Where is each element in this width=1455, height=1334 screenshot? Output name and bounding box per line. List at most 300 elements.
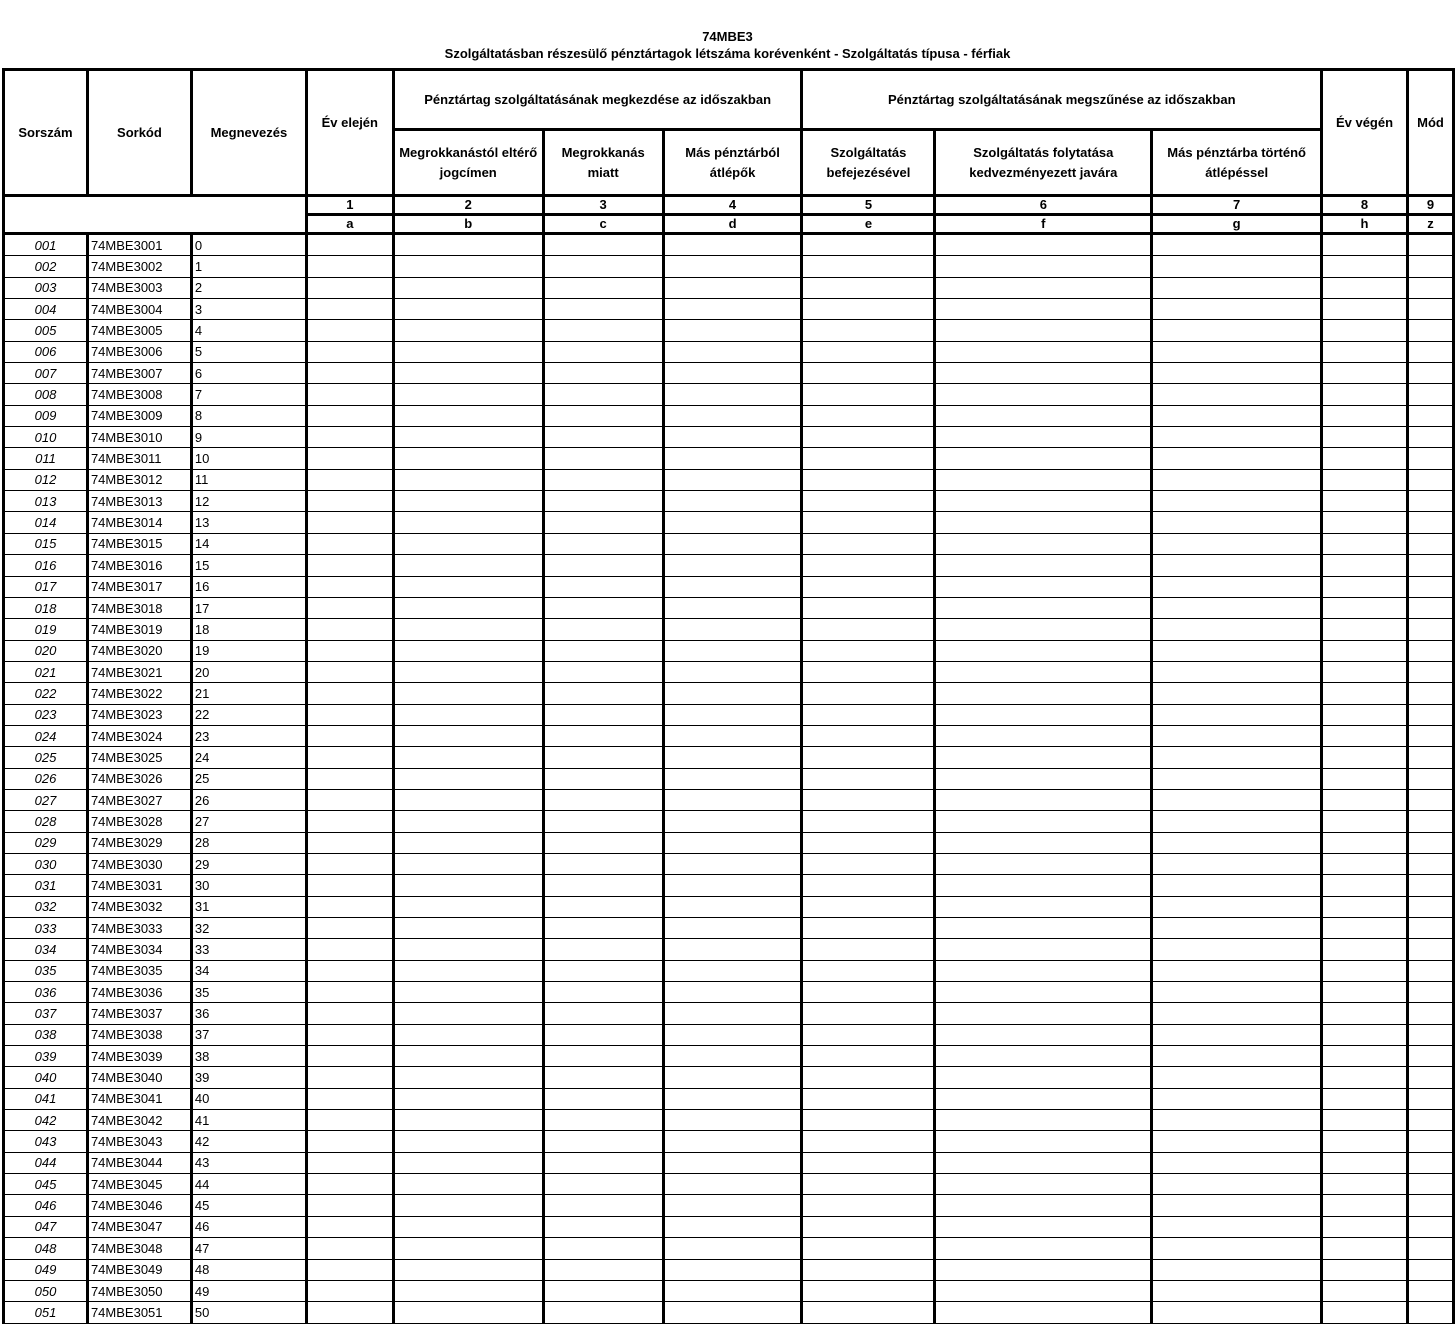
data-cell-b[interactable] [393, 832, 543, 853]
data-cell-f[interactable] [935, 1110, 1152, 1131]
data-cell-f[interactable] [935, 704, 1152, 725]
data-cell-z[interactable] [1407, 939, 1453, 960]
data-cell-b[interactable] [393, 768, 543, 789]
data-cell-f[interactable] [935, 234, 1152, 256]
data-cell-b[interactable] [393, 918, 543, 939]
data-cell-e[interactable] [802, 277, 935, 298]
data-cell-z[interactable] [1407, 341, 1453, 362]
data-cell-c[interactable] [543, 1238, 663, 1259]
data-cell-z[interactable] [1407, 960, 1453, 981]
data-cell-f[interactable] [935, 341, 1152, 362]
data-cell-h[interactable] [1322, 1280, 1408, 1301]
data-cell-d[interactable] [663, 576, 802, 597]
data-cell-b[interactable] [393, 875, 543, 896]
data-cell-c[interactable] [543, 405, 663, 426]
data-cell-h[interactable] [1322, 234, 1408, 256]
data-cell-f[interactable] [935, 853, 1152, 874]
data-cell-e[interactable] [802, 918, 935, 939]
data-cell-b[interactable] [393, 1195, 543, 1216]
data-cell-e[interactable] [802, 1088, 935, 1109]
data-cell-h[interactable] [1322, 875, 1408, 896]
data-cell-d[interactable] [663, 512, 802, 533]
data-cell-z[interactable] [1407, 491, 1453, 512]
data-cell-a[interactable] [306, 1110, 393, 1131]
data-cell-f[interactable] [935, 363, 1152, 384]
data-cell-z[interactable] [1407, 597, 1453, 618]
data-cell-d[interactable] [663, 320, 802, 341]
data-cell-a[interactable] [306, 405, 393, 426]
data-cell-b[interactable] [393, 619, 543, 640]
data-cell-b[interactable] [393, 1046, 543, 1067]
data-cell-h[interactable] [1322, 405, 1408, 426]
data-cell-d[interactable] [663, 832, 802, 853]
data-cell-c[interactable] [543, 661, 663, 682]
data-cell-b[interactable] [393, 960, 543, 981]
data-cell-c[interactable] [543, 512, 663, 533]
data-cell-f[interactable] [935, 640, 1152, 661]
data-cell-a[interactable] [306, 234, 393, 256]
data-cell-d[interactable] [663, 1110, 802, 1131]
data-cell-a[interactable] [306, 427, 393, 448]
data-cell-g[interactable] [1152, 853, 1322, 874]
data-cell-h[interactable] [1322, 1174, 1408, 1195]
data-cell-g[interactable] [1152, 363, 1322, 384]
data-cell-h[interactable] [1322, 982, 1408, 1003]
data-cell-f[interactable] [935, 405, 1152, 426]
data-cell-e[interactable] [802, 555, 935, 576]
data-cell-a[interactable] [306, 619, 393, 640]
data-cell-a[interactable] [306, 683, 393, 704]
data-cell-b[interactable] [393, 1110, 543, 1131]
data-cell-f[interactable] [935, 896, 1152, 917]
data-cell-g[interactable] [1152, 1280, 1322, 1301]
data-cell-c[interactable] [543, 1152, 663, 1173]
data-cell-e[interactable] [802, 427, 935, 448]
data-cell-b[interactable] [393, 427, 543, 448]
data-cell-e[interactable] [802, 320, 935, 341]
data-cell-g[interactable] [1152, 1003, 1322, 1024]
data-cell-z[interactable] [1407, 1110, 1453, 1131]
data-cell-b[interactable] [393, 1259, 543, 1280]
data-cell-e[interactable] [802, 448, 935, 469]
data-cell-d[interactable] [663, 1216, 802, 1237]
data-cell-e[interactable] [802, 683, 935, 704]
data-cell-h[interactable] [1322, 1046, 1408, 1067]
data-cell-b[interactable] [393, 405, 543, 426]
data-cell-e[interactable] [802, 299, 935, 320]
data-cell-e[interactable] [802, 1067, 935, 1088]
data-cell-z[interactable] [1407, 704, 1453, 725]
data-cell-a[interactable] [306, 1216, 393, 1237]
data-cell-b[interactable] [393, 555, 543, 576]
data-cell-e[interactable] [802, 405, 935, 426]
data-cell-h[interactable] [1322, 1152, 1408, 1173]
data-cell-d[interactable] [663, 1131, 802, 1152]
data-cell-e[interactable] [802, 811, 935, 832]
data-cell-h[interactable] [1322, 256, 1408, 277]
data-cell-a[interactable] [306, 1238, 393, 1259]
data-cell-b[interactable] [393, 277, 543, 298]
data-cell-e[interactable] [802, 597, 935, 618]
data-cell-c[interactable] [543, 533, 663, 554]
data-cell-a[interactable] [306, 704, 393, 725]
data-cell-c[interactable] [543, 320, 663, 341]
data-cell-f[interactable] [935, 1003, 1152, 1024]
data-cell-c[interactable] [543, 853, 663, 874]
data-cell-a[interactable] [306, 982, 393, 1003]
data-cell-e[interactable] [802, 1110, 935, 1131]
data-cell-d[interactable] [663, 1046, 802, 1067]
data-cell-a[interactable] [306, 512, 393, 533]
data-cell-z[interactable] [1407, 512, 1453, 533]
data-cell-e[interactable] [802, 853, 935, 874]
data-cell-b[interactable] [393, 1003, 543, 1024]
data-cell-g[interactable] [1152, 619, 1322, 640]
data-cell-d[interactable] [663, 1195, 802, 1216]
data-cell-b[interactable] [393, 661, 543, 682]
data-cell-c[interactable] [543, 982, 663, 1003]
data-cell-f[interactable] [935, 1216, 1152, 1237]
data-cell-c[interactable] [543, 1216, 663, 1237]
data-cell-b[interactable] [393, 1088, 543, 1109]
data-cell-g[interactable] [1152, 1024, 1322, 1045]
data-cell-d[interactable] [663, 384, 802, 405]
data-cell-a[interactable] [306, 555, 393, 576]
data-cell-h[interactable] [1322, 853, 1408, 874]
data-cell-z[interactable] [1407, 1003, 1453, 1024]
data-cell-e[interactable] [802, 1024, 935, 1045]
data-cell-d[interactable] [663, 704, 802, 725]
data-cell-b[interactable] [393, 853, 543, 874]
data-cell-d[interactable] [663, 234, 802, 256]
data-cell-c[interactable] [543, 1046, 663, 1067]
data-cell-g[interactable] [1152, 811, 1322, 832]
data-cell-g[interactable] [1152, 533, 1322, 554]
data-cell-d[interactable] [663, 277, 802, 298]
data-cell-z[interactable] [1407, 320, 1453, 341]
data-cell-g[interactable] [1152, 341, 1322, 362]
data-cell-d[interactable] [663, 789, 802, 810]
data-cell-b[interactable] [393, 320, 543, 341]
data-cell-e[interactable] [802, 1238, 935, 1259]
data-cell-c[interactable] [543, 1024, 663, 1045]
data-cell-d[interactable] [663, 661, 802, 682]
data-cell-e[interactable] [802, 1302, 935, 1323]
data-cell-d[interactable] [663, 299, 802, 320]
data-cell-a[interactable] [306, 640, 393, 661]
data-cell-z[interactable] [1407, 1152, 1453, 1173]
data-cell-e[interactable] [802, 256, 935, 277]
data-cell-a[interactable] [306, 960, 393, 981]
data-cell-z[interactable] [1407, 363, 1453, 384]
data-cell-e[interactable] [802, 1216, 935, 1237]
data-cell-e[interactable] [802, 768, 935, 789]
data-cell-h[interactable] [1322, 896, 1408, 917]
data-cell-g[interactable] [1152, 1238, 1322, 1259]
data-cell-f[interactable] [935, 1174, 1152, 1195]
data-cell-d[interactable] [663, 875, 802, 896]
data-cell-d[interactable] [663, 1152, 802, 1173]
data-cell-z[interactable] [1407, 448, 1453, 469]
data-cell-f[interactable] [935, 768, 1152, 789]
data-cell-b[interactable] [393, 1067, 543, 1088]
data-cell-a[interactable] [306, 341, 393, 362]
data-cell-d[interactable] [663, 640, 802, 661]
data-cell-d[interactable] [663, 725, 802, 746]
data-cell-g[interactable] [1152, 1110, 1322, 1131]
data-cell-c[interactable] [543, 747, 663, 768]
data-cell-h[interactable] [1322, 1067, 1408, 1088]
data-cell-h[interactable] [1322, 1195, 1408, 1216]
data-cell-g[interactable] [1152, 1088, 1322, 1109]
data-cell-h[interactable] [1322, 1302, 1408, 1323]
data-cell-z[interactable] [1407, 896, 1453, 917]
data-cell-e[interactable] [802, 982, 935, 1003]
data-cell-a[interactable] [306, 1152, 393, 1173]
data-cell-h[interactable] [1322, 1131, 1408, 1152]
data-cell-h[interactable] [1322, 320, 1408, 341]
data-cell-g[interactable] [1152, 640, 1322, 661]
data-cell-e[interactable] [802, 747, 935, 768]
data-cell-b[interactable] [393, 1280, 543, 1301]
data-cell-h[interactable] [1322, 747, 1408, 768]
data-cell-a[interactable] [306, 875, 393, 896]
data-cell-z[interactable] [1407, 1088, 1453, 1109]
data-cell-g[interactable] [1152, 576, 1322, 597]
data-cell-a[interactable] [306, 811, 393, 832]
data-cell-h[interactable] [1322, 491, 1408, 512]
data-cell-z[interactable] [1407, 811, 1453, 832]
data-cell-e[interactable] [802, 1003, 935, 1024]
data-cell-z[interactable] [1407, 1280, 1453, 1301]
data-cell-f[interactable] [935, 811, 1152, 832]
data-cell-b[interactable] [393, 512, 543, 533]
data-cell-f[interactable] [935, 1302, 1152, 1323]
data-cell-d[interactable] [663, 256, 802, 277]
data-cell-c[interactable] [543, 277, 663, 298]
data-cell-h[interactable] [1322, 1024, 1408, 1045]
data-cell-a[interactable] [306, 533, 393, 554]
data-cell-h[interactable] [1322, 277, 1408, 298]
data-cell-b[interactable] [393, 683, 543, 704]
data-cell-b[interactable] [393, 1216, 543, 1237]
data-cell-c[interactable] [543, 1131, 663, 1152]
data-cell-z[interactable] [1407, 256, 1453, 277]
data-cell-g[interactable] [1152, 1195, 1322, 1216]
data-cell-b[interactable] [393, 448, 543, 469]
data-cell-e[interactable] [802, 384, 935, 405]
data-cell-a[interactable] [306, 725, 393, 746]
data-cell-z[interactable] [1407, 234, 1453, 256]
data-cell-d[interactable] [663, 960, 802, 981]
data-cell-f[interactable] [935, 1259, 1152, 1280]
data-cell-e[interactable] [802, 640, 935, 661]
data-cell-z[interactable] [1407, 1046, 1453, 1067]
data-cell-e[interactable] [802, 533, 935, 554]
data-cell-z[interactable] [1407, 661, 1453, 682]
data-cell-d[interactable] [663, 1088, 802, 1109]
data-cell-h[interactable] [1322, 299, 1408, 320]
data-cell-d[interactable] [663, 533, 802, 554]
data-cell-e[interactable] [802, 1280, 935, 1301]
data-cell-e[interactable] [802, 875, 935, 896]
data-cell-b[interactable] [393, 939, 543, 960]
data-cell-a[interactable] [306, 789, 393, 810]
data-cell-c[interactable] [543, 491, 663, 512]
data-cell-a[interactable] [306, 747, 393, 768]
data-cell-a[interactable] [306, 1088, 393, 1109]
data-cell-e[interactable] [802, 1131, 935, 1152]
data-cell-a[interactable] [306, 832, 393, 853]
data-cell-h[interactable] [1322, 341, 1408, 362]
data-cell-c[interactable] [543, 1174, 663, 1195]
data-cell-f[interactable] [935, 1088, 1152, 1109]
data-cell-g[interactable] [1152, 1067, 1322, 1088]
data-cell-f[interactable] [935, 939, 1152, 960]
data-cell-z[interactable] [1407, 1131, 1453, 1152]
data-cell-g[interactable] [1152, 555, 1322, 576]
data-cell-b[interactable] [393, 256, 543, 277]
data-cell-g[interactable] [1152, 747, 1322, 768]
data-cell-g[interactable] [1152, 277, 1322, 298]
data-cell-g[interactable] [1152, 384, 1322, 405]
data-cell-c[interactable] [543, 363, 663, 384]
data-cell-f[interactable] [935, 832, 1152, 853]
data-cell-d[interactable] [663, 1259, 802, 1280]
data-cell-e[interactable] [802, 789, 935, 810]
data-cell-b[interactable] [393, 747, 543, 768]
data-cell-z[interactable] [1407, 555, 1453, 576]
data-cell-z[interactable] [1407, 640, 1453, 661]
data-cell-f[interactable] [935, 384, 1152, 405]
data-cell-d[interactable] [663, 747, 802, 768]
data-cell-d[interactable] [663, 555, 802, 576]
data-cell-f[interactable] [935, 1195, 1152, 1216]
data-cell-h[interactable] [1322, 469, 1408, 490]
data-cell-z[interactable] [1407, 1024, 1453, 1045]
data-cell-c[interactable] [543, 918, 663, 939]
data-cell-g[interactable] [1152, 832, 1322, 853]
data-cell-f[interactable] [935, 683, 1152, 704]
data-cell-z[interactable] [1407, 1238, 1453, 1259]
data-cell-a[interactable] [306, 1195, 393, 1216]
data-cell-c[interactable] [543, 789, 663, 810]
data-cell-f[interactable] [935, 448, 1152, 469]
data-cell-b[interactable] [393, 1152, 543, 1173]
data-cell-h[interactable] [1322, 768, 1408, 789]
data-cell-f[interactable] [935, 1152, 1152, 1173]
data-cell-c[interactable] [543, 832, 663, 853]
data-cell-e[interactable] [802, 469, 935, 490]
data-cell-b[interactable] [393, 1024, 543, 1045]
data-cell-f[interactable] [935, 725, 1152, 746]
data-cell-h[interactable] [1322, 683, 1408, 704]
data-cell-f[interactable] [935, 1131, 1152, 1152]
data-cell-z[interactable] [1407, 683, 1453, 704]
data-cell-h[interactable] [1322, 1088, 1408, 1109]
data-cell-d[interactable] [663, 1024, 802, 1045]
data-cell-a[interactable] [306, 661, 393, 682]
data-cell-g[interactable] [1152, 320, 1322, 341]
data-cell-f[interactable] [935, 918, 1152, 939]
data-cell-z[interactable] [1407, 1216, 1453, 1237]
data-cell-z[interactable] [1407, 533, 1453, 554]
data-cell-h[interactable] [1322, 597, 1408, 618]
data-cell-h[interactable] [1322, 704, 1408, 725]
data-cell-z[interactable] [1407, 277, 1453, 298]
data-cell-c[interactable] [543, 1195, 663, 1216]
data-cell-b[interactable] [393, 576, 543, 597]
data-cell-f[interactable] [935, 1046, 1152, 1067]
data-cell-a[interactable] [306, 896, 393, 917]
data-cell-g[interactable] [1152, 448, 1322, 469]
data-cell-z[interactable] [1407, 982, 1453, 1003]
data-cell-h[interactable] [1322, 576, 1408, 597]
data-cell-b[interactable] [393, 789, 543, 810]
data-cell-e[interactable] [802, 576, 935, 597]
data-cell-h[interactable] [1322, 1216, 1408, 1237]
data-cell-g[interactable] [1152, 896, 1322, 917]
data-cell-b[interactable] [393, 640, 543, 661]
data-cell-f[interactable] [935, 619, 1152, 640]
data-cell-h[interactable] [1322, 960, 1408, 981]
data-cell-e[interactable] [802, 1046, 935, 1067]
data-cell-g[interactable] [1152, 960, 1322, 981]
data-cell-a[interactable] [306, 277, 393, 298]
data-cell-f[interactable] [935, 597, 1152, 618]
data-cell-c[interactable] [543, 725, 663, 746]
data-cell-b[interactable] [393, 725, 543, 746]
data-cell-f[interactable] [935, 277, 1152, 298]
data-cell-h[interactable] [1322, 918, 1408, 939]
data-cell-b[interactable] [393, 491, 543, 512]
data-cell-d[interactable] [663, 448, 802, 469]
data-cell-e[interactable] [802, 1174, 935, 1195]
data-cell-z[interactable] [1407, 576, 1453, 597]
data-cell-e[interactable] [802, 234, 935, 256]
data-cell-a[interactable] [306, 1131, 393, 1152]
data-cell-a[interactable] [306, 320, 393, 341]
data-cell-c[interactable] [543, 896, 663, 917]
data-cell-a[interactable] [306, 597, 393, 618]
data-cell-a[interactable] [306, 1302, 393, 1323]
data-cell-b[interactable] [393, 363, 543, 384]
data-cell-f[interactable] [935, 512, 1152, 533]
data-cell-z[interactable] [1407, 768, 1453, 789]
data-cell-d[interactable] [663, 427, 802, 448]
data-cell-b[interactable] [393, 597, 543, 618]
data-cell-h[interactable] [1322, 1003, 1408, 1024]
data-cell-h[interactable] [1322, 725, 1408, 746]
data-cell-a[interactable] [306, 1280, 393, 1301]
data-cell-z[interactable] [1407, 747, 1453, 768]
data-cell-a[interactable] [306, 1067, 393, 1088]
data-cell-f[interactable] [935, 661, 1152, 682]
data-cell-f[interactable] [935, 320, 1152, 341]
data-cell-c[interactable] [543, 1088, 663, 1109]
data-cell-c[interactable] [543, 960, 663, 981]
data-cell-a[interactable] [306, 448, 393, 469]
data-cell-d[interactable] [663, 491, 802, 512]
data-cell-a[interactable] [306, 384, 393, 405]
data-cell-f[interactable] [935, 469, 1152, 490]
data-cell-h[interactable] [1322, 363, 1408, 384]
data-cell-g[interactable] [1152, 1174, 1322, 1195]
data-cell-d[interactable] [663, 683, 802, 704]
data-cell-e[interactable] [802, 619, 935, 640]
data-cell-g[interactable] [1152, 704, 1322, 725]
data-cell-g[interactable] [1152, 1302, 1322, 1323]
